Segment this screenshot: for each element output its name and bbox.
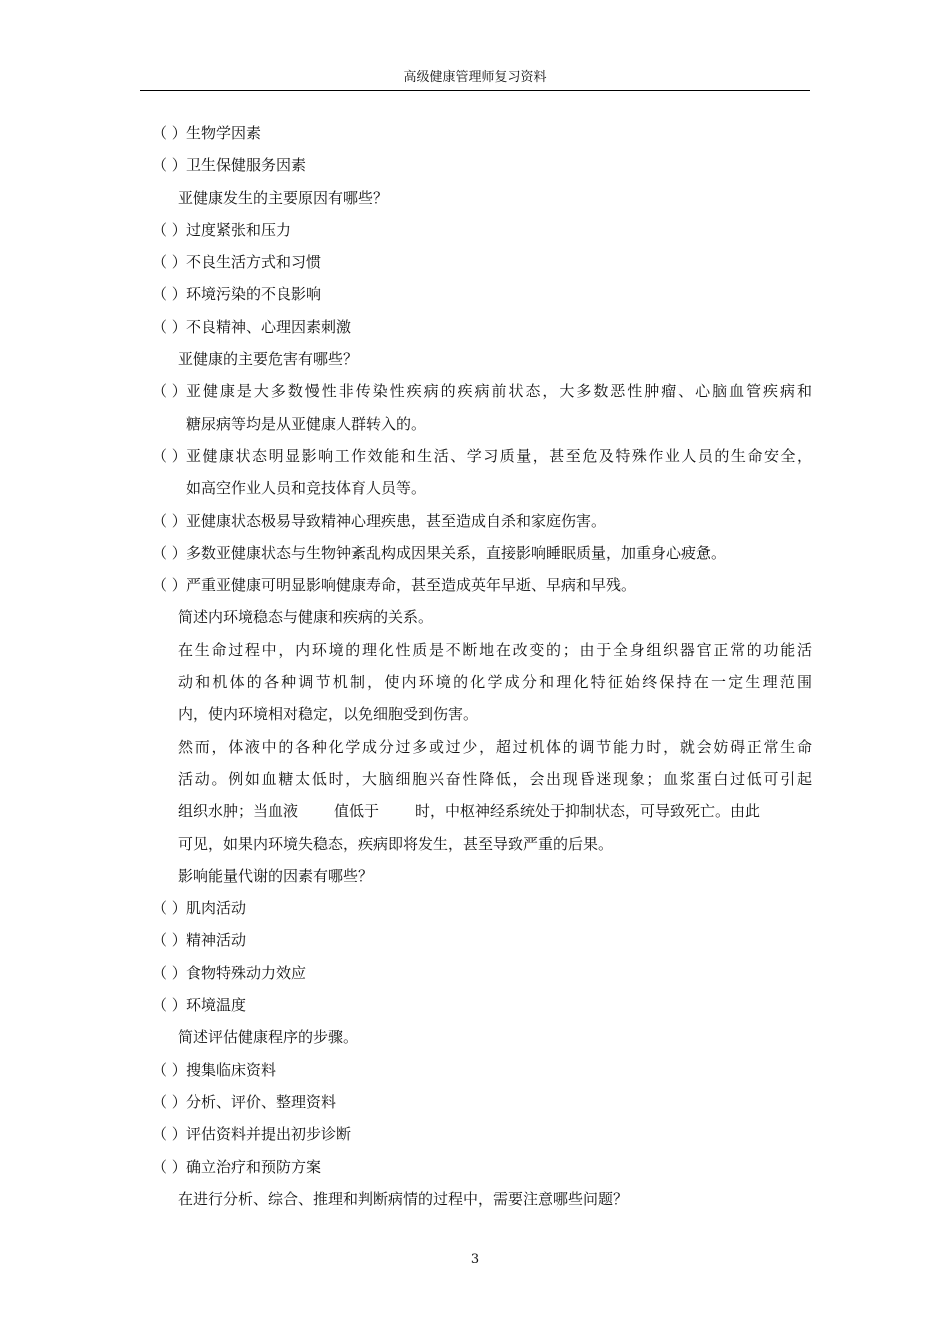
paragraph-line: 可见，如果内环境失稳态，疾病即将发生，甚至导致严重的后果。: [178, 834, 614, 853]
list-item: [152, 1086, 812, 1118]
list-item: [152, 246, 812, 278]
item-text: 环境温度: [186, 996, 247, 1015]
item-parenthesis: （ ）: [152, 543, 187, 562]
list-item: [152, 1054, 812, 1086]
page-content: [152, 117, 812, 1215]
paragraph-text: 组织水肿；当血液: [178, 802, 299, 821]
item-text: 过度紧张和压力: [186, 220, 292, 239]
item-text: 分析、评价、整理资料: [186, 1092, 337, 1111]
paragraph-line: [152, 666, 812, 698]
list-item: [152, 505, 812, 537]
item-text: 食物特殊动力效应: [186, 963, 307, 982]
question-heading: 在进行分析、综合、推理和判断病情的过程中，需要注意哪些问题？: [178, 1189, 629, 1208]
question-heading: 影响能量代谢的因素有哪些？: [178, 866, 374, 885]
item-continuation: 糖尿病等均是从亚健康人群转入的。: [186, 414, 427, 433]
list-item: [152, 375, 812, 407]
list-item: [152, 989, 812, 1021]
item-text: 精神活动: [186, 931, 247, 950]
item-parenthesis: （ ）: [152, 1092, 187, 1111]
item-parenthesis: （ ）: [152, 446, 187, 465]
question-heading: 亚健康发生的主要原因有哪些？: [178, 188, 389, 207]
item-parenthesis: （ ）: [152, 931, 187, 950]
paragraph-text: 值低于: [334, 802, 380, 821]
paragraph-text: 时，中枢神经系统处于抑制状态，可导致死亡。由此: [415, 802, 761, 821]
item-text: 多数亚健康状态与生物钟紊乱构成因果关系，直接影响睡眠质量，加重身心疲惫。: [186, 543, 727, 562]
list-item: [152, 1118, 812, 1150]
item-text: 卫生保健服务因素: [186, 156, 307, 175]
list-item: [152, 214, 812, 246]
list-item: [152, 569, 812, 601]
item-text: 亚健康是大多数慢性非传染性疾病的疾病前状态，大多数恶性肿瘤、心脑血管疾病和: [186, 382, 812, 401]
question-heading: 简述评估健康程序的步骤。: [178, 1028, 359, 1047]
item-text: 确立治疗和预防方案: [186, 1157, 322, 1176]
paragraph-line: [152, 634, 812, 666]
item-parenthesis: （ ）: [152, 382, 187, 401]
list-item: [152, 149, 812, 181]
paragraph-text: 活动。例如血糖太低时，大脑细胞兴奋性降低，会出现昏迷现象；血浆蛋白过低可引起: [178, 769, 812, 788]
list-item: [152, 892, 812, 924]
item-text: 不良生活方式和习惯: [186, 253, 322, 272]
item-parenthesis: （ ）: [152, 124, 187, 142]
item-parenthesis: （ ）: [152, 1060, 187, 1079]
item-text: 不良精神、心理因素刺激: [186, 317, 352, 336]
item-parenthesis: （ ）: [152, 1157, 187, 1176]
list-item: [152, 924, 812, 956]
paragraph-line: [152, 763, 812, 795]
item-parenthesis: （ ）: [152, 899, 187, 918]
list-item: [152, 537, 812, 569]
list-item: [152, 957, 812, 989]
item-parenthesis: （ ）: [152, 511, 187, 530]
list-item: [152, 440, 812, 472]
item-text: 搜集临床资料: [186, 1060, 277, 1079]
item-text: 亚健康状态明显影响工作效能和生活、学习质量，甚至危及特殊作业人员的生命安全，: [186, 446, 812, 465]
paragraph-line: [152, 795, 812, 827]
item-text: 评估资料并提出初步诊断: [186, 1125, 352, 1144]
item-parenthesis: （ ）: [152, 156, 187, 175]
list-item: [152, 117, 812, 149]
list-item: [152, 311, 812, 343]
item-text: 肌肉活动: [186, 899, 247, 918]
item-text: 亚健康状态极易导致精神心理疾患，甚至造成自杀和家庭伤害。: [186, 511, 607, 530]
list-item: [152, 278, 812, 310]
item-parenthesis: （ ）: [152, 576, 187, 595]
item-text: 环境污染的不良影响: [186, 285, 322, 304]
page-header: [140, 70, 810, 91]
item-continuation: 如高空作业人员和竞技体育人员等。: [186, 479, 427, 498]
item-parenthesis: （ ）: [152, 253, 187, 272]
paragraph-text: 动和机体的各种调节机制，使内环境的化学成分和理化特征始终保持在一定生理范围: [178, 673, 812, 692]
header-title: 高级健康管理师复习资料: [403, 70, 547, 85]
paragraph-line: 内，使内环境相对稳定，以免细胞受到伤害。: [178, 705, 479, 724]
item-text: 严重亚健康可明显影响健康寿命，甚至造成英年早逝、早病和早残。: [186, 576, 637, 595]
item-parenthesis: （ ）: [152, 285, 187, 304]
item-parenthesis: （ ）: [152, 317, 187, 336]
item-parenthesis: （ ）: [152, 220, 187, 239]
paragraph-text: 在生命过程中，内环境的理化性质是不断地在改变的；由于全身组织器官正常的功能活: [178, 640, 812, 659]
item-parenthesis: （ ）: [152, 996, 187, 1015]
paragraph-text: 然而，体液中的各种化学成分过多或过少，超过机体的调节能力时，就会妨碍正常生命: [178, 737, 812, 756]
page-number: 3: [470, 1252, 480, 1267]
question-heading: 简述内环境稳态与健康和疾病的关系。: [178, 608, 434, 627]
item-text: 生物学因素: [186, 124, 262, 142]
paragraph-line: [152, 731, 812, 763]
question-heading: 亚健康的主要危害有哪些？: [178, 350, 359, 369]
item-parenthesis: （ ）: [152, 1125, 187, 1144]
page-footer: [0, 1252, 950, 1267]
item-parenthesis: （ ）: [152, 963, 187, 982]
list-item: [152, 1151, 812, 1183]
